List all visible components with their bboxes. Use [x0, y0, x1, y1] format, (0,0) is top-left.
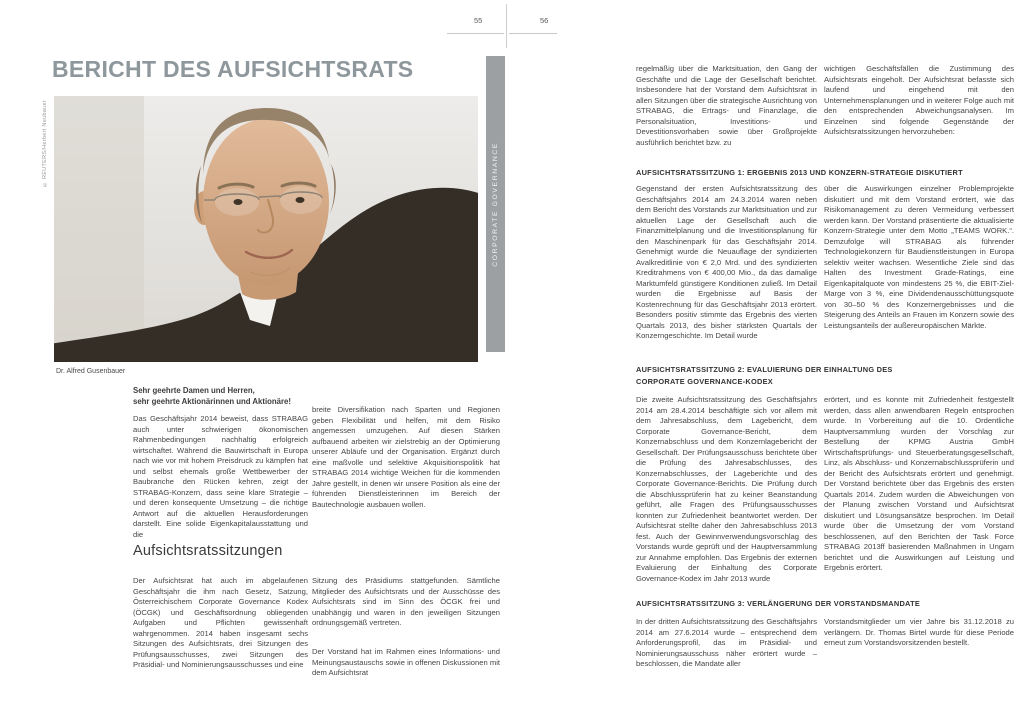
photo-caption: Dr. Alfred Gusenbauer: [56, 368, 126, 375]
left-page-col2-paragraph-3: Der Vorstand hat im Rahmen eines Informations- und Meinungsaustauschs sowie in offenen Diskussionen mit dem Aufsichtsrat: [312, 647, 500, 677]
header-rule-left: [447, 33, 504, 34]
corporate-governance-tab: [486, 56, 505, 352]
section2-col1: Die zweite Aufsichtsratssitzung des Geschäftsjahrs 2014 am 28.4.2014 beschäftigte sich vor allem mit dem Jahresabschluss, dem Lagebericht, dem Corporate Governance-Bericht, dem Konzernabschluss und dem Konzernlagebericht der Gesellschaft. Der Prüfungsausschuss berichtete über die Prüfung des Jahresabschlusses, des Konzernabschlusses, der Lageberichte und des Corporate Governance-Berichts. Die Prüfung durch die Abschlussprüferin hat zu keiner Beanstandung geführt, alle Fragen des Prüfungsausschusses konnten zur Zufriedenheit beantwortet werden. Der Aufsichtsrat stellte daher den Jahresabschluss 2013 fest. Auch der Gewinnverwendungsvorschlag des Vorstands wurde geprüft und der Hauptversammlung zur Annahme empfohlen. Das Ergebnis der externen Evaluierung der Einhaltung des Corporate Governance-Kodex im Jahr 2013 wurde: [636, 395, 817, 583]
header-rule-right: [509, 33, 557, 34]
section3-col2: Vorstandsmitglieder um vier Jahre bis 31.12.2018 zu verlängern. Dr. Thomas Birtel wurde für diese Periode erneut zum Vorstandsvorsitzenden bestellt.: [824, 617, 1014, 647]
left-page-col1-paragraph-1: Das Geschäftsjahr 2014 beweist, dass STRABAG auch unter schwierigen ökonomischen Rahmenbedingungen nachhaltig erfolgreich wirtschaftet. Während die Bauwirtschaft in Europa nach wie vor mit hohem Preisdruck zu kämpfen hat und selbst ehemals große Wettbewerber der Baubranche den Rücken kehren, zeigt der STRABAG-Konzern, dass seine klare Strategie – und deren konsequente Umsetzung – die richtige Antwort auf die aktuellen Herausforderungen darstellt. Eine solide Eigenkapitalausstattung und die: [133, 414, 308, 539]
page-gutter-line: [506, 4, 507, 48]
photo-credit: © REUTERS/Herbert Neubauer: [42, 100, 48, 188]
salutation-line-2: sehr geehrte Aktionärinnen und Aktionäre!: [133, 397, 291, 406]
right-page-intro-col1: regelmäßig über die Marktsituation, den Gang der Geschäfte und die Lage der Gesellschaft berichtet. Insbesondere hat der Vorstand dem Aufsichtsrat in allen Sitzungen über die strategische Ausrichtung von STRABAG, die Ertrags- und Finanzlage, die Personalsituation, Investitions- und Devestitionsvorhaben sowie über Großprojekte ausführlich berichtet bzw. zu: [636, 64, 817, 147]
page-number-left: 55: [474, 16, 483, 25]
section1-col2: über die Auswirkungen einzelner Problemprojekte diskutiert und mit dem Vorstand erörtert, wie das Risikomanagement zu deren Vermeidung verbessert werden kann. Der Vorstand präsentierte die aktualisierte Konzern-Strategie unter dem Motto „TEAMS WORK.“. Demzufolge will STRABAG als führender Technologiekonzern für Baudienstleistungen in Europa selektiv weiter wachsen. Wesentliche Ziele sind das Halten des Investment Grade-Ratings, eine Eigenkapitalquote von mindestens 25 %, die EBIT-Ziel-Marge von 3 %, eine Dividendenausschüttungsquote von 30–50 % des Konzernergebnisses und die Steigerung des Anteils an Frauen im Konzern sowie des Leistungsanteils der außereuropäischen Märkte.: [824, 184, 1014, 330]
portrait-photo: [54, 96, 478, 362]
left-page-col1-paragraph-2: Der Aufsichtsrat hat auch im abgelaufenen Geschäftsjahr die ihm nach Gesetz, Satzung, Österreichischem Corporate Governance Kodex (ÖCGK) und Geschäftsordnung obliegenden Aufgaben und Pflichten gewissenhaft wahrgenommen. 2014 haben insgesamt sechs Sitzungen des Aufsichtsrats, drei Sitzungen des Prüfungsausschusses, zwei Sitzungen des Präsidial- und Nominierungsausschusses und eine: [133, 576, 308, 669]
section2-heading: AUFSICHTSRATSSITZUNG 2: EVALUIERUNG DER EINHALTUNG DES CORPORATE GOVERNANCE-KODEX: [636, 365, 893, 386]
section1-col1: Gegenstand der ersten Aufsichtsratssitzung des Geschäftsjahrs 2014 am 24.3.2014 waren neben dem Bericht des Vorstands zur Marktsituation und zur aktuellen Lage der Gesellschaft auch die Finanzmittelplanung und die Investitionsplanung für den Maschinenpark für das Geschäftsjahr 2014. Genehmigt wurde die Neuauflage der syndizierten Avalkreditlinie von € 2,0 Mrd. und des syndizierten Kreditrahmens von € 400,00 Mio., da das damalige Marktumfeld günstigere Konditionen zuließ. Im Detail wurden die Ergebnisse auf Basis der Kostenrechnung für das Geschäftsjahr 2013 erörtert. Besonders positiv stimmte das Ergebnis des vierten Quartals 2013, des bisher stärksten Quartals der Konzerngeschichte. Im Detail wurde: [636, 184, 817, 340]
portrait-illustration: [54, 96, 478, 362]
left-page-col2-paragraph-1: breite Diversifikation nach Sparten und Regionen geben Flexibilität und helfen, mit dem Risiko angemessen umzugehen. Auf diesen Stärken aufbauend arbeiten wir zielstrebig an der Optimierung unserer Abläufe und der Organisation. Ergänzt durch eine maßvolle und selektive Akquisitionspolitik hat STRABAG 2014 wichtige Weichen für die kommenden Jahre gestellt, in denen wir unsere Position als eine der führenden Dienstleisterinnen im Bereich der Bautechnologie ausbauen wollen.: [312, 405, 500, 509]
left-page-col2-paragraph-2: Sitzung des Präsidiums stattgefunden. Sämtliche Mitglieder des Aufsichtsrats und der Ausschüsse des Aufsichtsrats sind im Sinn des ÖCGK frei und unabhängig und waren in den jeweiligen Sitzungen ordnungsgemäß vertreten.: [312, 576, 500, 627]
salutation-line-1: Sehr geehrte Damen und Herren,: [133, 386, 255, 395]
section2-col2: erörtert, und es konnte mit Zufriedenheit festgestellt werden, dass allen anwendbaren Regeln entsprochen wurde. In Vorbereitung auf die 10. Ordentliche Hauptversammlung wurden der Vorschlag zur Bestellung der KPMG Austria GmbH Wirtschaftsprüfungs- und Steuerberatungsgesellschaft, Linz, als Abschluss- und Konzernabschlussprüferin und der Bericht des Aufsichtsrats erörtert und genehmigt. Der Vorstand berichtete über das Ergebnis des ersten Quartals 2014. Zudem wurden die Abweichungen von der Planung zwischen Vorstand und Aufsichtsrat diskutiert und Lösungsansätze besprochen. Im Detail wurde über die Umsetzung der vom Vorstand beschlossenen, auf den Berichten der Task Force STRABAG 2013ff basierenden Maßnahmen in Ungarn berichtet und die Auswirkungen auf Leistung und Ergebnis erörtert.: [824, 395, 1014, 572]
section3-heading: AUFSICHTSRATSSITZUNG 3: VERLÄNGERUNG DER VORSTANDSMANDATE: [636, 599, 921, 608]
corporate-governance-tab-label: CORPORATE GOVERNANCE: [492, 141, 499, 267]
page-number-right: 56: [540, 16, 549, 25]
section-heading-aufsichtsratssitzungen: Aufsichtsratssitzungen: [133, 543, 283, 559]
page-title: BERICHT DES AUFSICHTSRATS: [52, 56, 414, 82]
salutation: [133, 385, 291, 407]
section3-col1: In der dritten Aufsichtsratssitzung des Geschäftsjahrs 2014 am 27.6.2014 wurde – entsprechend dem Anforderungsprofil, das im Präsidial- und Nominierungsausschuss näher erörtert wurde – beschlossen, die Mandate aller: [636, 617, 817, 668]
right-page-intro-col2: wichtigen Geschäftsfällen die Zustimmung des Aufsichtsrats eingeholt. Der Aufsichtsrat befasste sich laufend und eingehend mit den Unternehmensplanungen und in weiterer Folge auch mit den entsprechenden Abweichungsanalysen. Im Einzelnen sind folgende Gegenstände der Aufsichtsratssitzungen hervorzuheben:: [824, 64, 1014, 136]
section1-heading: AUFSICHTSRATSSITZUNG 1: ERGEBNIS 2013 UND KONZERN-STRATEGIE DISKUTIERT: [636, 168, 963, 177]
